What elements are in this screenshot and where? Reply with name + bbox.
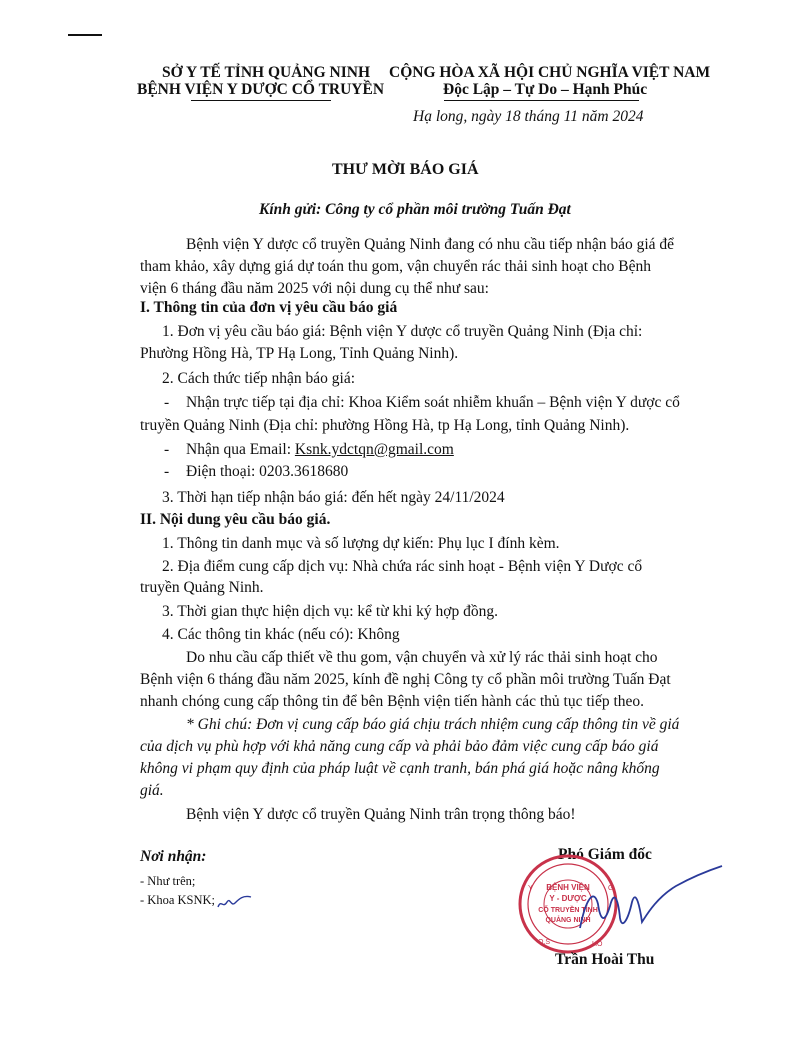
top-dash-mark bbox=[68, 34, 102, 36]
final-statement: Bệnh viện Y dược cổ truyền Quảng Ninh trân trọng thông báo! bbox=[186, 806, 576, 823]
svg-text:HỒ: HỒ bbox=[592, 941, 603, 948]
section1-item1-line1: 1. Đơn vị yêu cầu báo giá: Bệnh viện Y dược cổ truyền Quảng Ninh (Địa chỉ: bbox=[162, 323, 643, 340]
bullet-dash: - bbox=[164, 463, 170, 480]
intro-line-2: tham khảo, xây dựng giá dự toán thu gom, vận chuyển rác thải sinh hoạt cho Bệnh bbox=[140, 258, 651, 275]
header-left-underline bbox=[191, 100, 331, 101]
bullet-dash: - bbox=[164, 394, 170, 411]
section2-item2-line1: 2. Địa điểm cung cấp dịch vụ: Nhà chứa rác sinh hoạt - Bệnh viện Y Dược cổ bbox=[162, 558, 643, 575]
page-title: THƯ MỜI BÁO GIÁ bbox=[332, 161, 479, 178]
svg-text:G: G bbox=[608, 885, 614, 892]
signatory-name: Trần Hoài Thu bbox=[555, 951, 655, 968]
section1-bullet2 bbox=[186, 441, 454, 459]
note-line-1: * Ghi chú: Đơn vị cung cấp báo giá chịu trách nhiệm cung cấp thông tin về giá bbox=[186, 716, 680, 733]
section1-item1-line2: Phường Hồng Hà, TP Hạ Long, Tỉnh Quảng Ninh). bbox=[140, 345, 459, 362]
section1-bullet3: Điện thoại: 0203.3618680 bbox=[186, 463, 349, 480]
email-label: Nhận qua Email: bbox=[186, 441, 295, 458]
header-department: SỞ Y TẾ TỈNH QUẢNG NINH bbox=[162, 64, 371, 81]
header-date: Hạ long, ngày 18 tháng 11 năm 2024 bbox=[413, 108, 644, 125]
recipients-heading: Nơi nhận: bbox=[140, 848, 207, 865]
section1-item2: 2. Cách thức tiếp nhận báo giá: bbox=[162, 370, 356, 387]
closing-line-3: nhanh chóng cung cấp thông tin để bên Bệnh viện tiến hành các thủ tục tiếp theo. bbox=[140, 693, 645, 710]
intro-line-3: viện 6 tháng đầu năm 2025 với nội dung cụ thể như sau: bbox=[140, 280, 489, 297]
section2-item3: 3. Thời gian thực hiện dịch vụ: kể từ khi ký hợp đồng. bbox=[162, 603, 498, 620]
svg-text:QUẢNG NINH: QUẢNG NINH bbox=[545, 917, 591, 924]
recipients-line-2: - Khoa KSNK; bbox=[140, 893, 215, 907]
email-link[interactable]: Ksnk.ydctqn@gmail.com bbox=[294, 441, 454, 458]
note-line-4: giá. bbox=[140, 782, 164, 799]
section1-heading: I. Thông tin của đơn vị yêu cầu báo giá bbox=[140, 299, 398, 316]
section2-item1: 1. Thông tin danh mục và số lượng dự kiến: Phụ lục I đính kèm. bbox=[162, 535, 560, 552]
recipient-line: Kính gửi: Công ty cổ phần môi trường Tuấn Đạt bbox=[259, 201, 571, 218]
section2-item4: 4. Các thông tin khác (nếu có): Không bbox=[162, 626, 400, 643]
initials-scribble bbox=[215, 893, 255, 913]
header-right-underline bbox=[444, 100, 639, 101]
signature-role: Phó Giám đốc bbox=[558, 846, 652, 863]
header-motto: Độc Lập – Tự Do – Hạnh Phúc bbox=[443, 81, 648, 98]
header-hospital: BỆNH VIỆN Y DƯỢC CỔ TRUYỀN bbox=[137, 81, 385, 98]
note-line-2: của dịch vụ phù hợp với khả năng cung cấp và phải bảo đảm việc cung cấp báo giá bbox=[140, 738, 659, 755]
section1-bullet1-line1: Nhận trực tiếp tại địa chỉ: Khoa Kiểm soát nhiễm khuẩn – Bệnh viện Y dược cổ bbox=[186, 394, 680, 411]
svg-text:Y - DƯỢC: Y - DƯỢC bbox=[549, 894, 587, 903]
svg-text:BỆNH VIỆN: BỆNH VIỆN bbox=[546, 883, 590, 892]
svg-text:Y: Y bbox=[528, 885, 533, 892]
svg-text:Q.S: Q.S bbox=[538, 939, 551, 946]
bullet-dash: - bbox=[164, 441, 170, 458]
note-line-3: không vi phạm quy định của pháp luật về cạnh tranh, bán phá giá hoặc nâng khống bbox=[140, 760, 660, 777]
section2-item2-line2: truyền Quảng Ninh. bbox=[140, 579, 264, 596]
svg-text:CỔ TRUYỀN TỈNH: CỔ TRUYỀN TỈNH bbox=[538, 907, 598, 914]
handwritten-signature bbox=[576, 858, 726, 938]
section1-item3: 3. Thời hạn tiếp nhận báo giá: đến hết ngày 24/11/2024 bbox=[162, 489, 505, 506]
intro-line-1: Bệnh viện Y dược cổ truyền Quảng Ninh đang có nhu cầu tiếp nhận báo giá để bbox=[186, 236, 675, 253]
section2-heading: II. Nội dung yêu cầu báo giá. bbox=[140, 511, 331, 528]
section1-bullet1-line2: truyền Quảng Ninh (Địa chỉ: phường Hồng Hà, tp Hạ Long, tỉnh Quảng Ninh). bbox=[140, 417, 630, 434]
closing-line-1: Do nhu cầu cấp thiết về thu gom, vận chuyển và xử lý rác thải sinh hoạt cho bbox=[186, 649, 658, 666]
recipients-line-1: - Như trên; bbox=[140, 874, 196, 888]
closing-line-2: Bệnh viện 6 tháng đầu năm 2025, kính đề nghị Công ty cổ phần môi trường Tuấn Đạt bbox=[140, 671, 671, 688]
header-nation: CỘNG HÒA XÃ HỘI CHỦ NGHĨA VIỆT NAM bbox=[389, 64, 711, 81]
